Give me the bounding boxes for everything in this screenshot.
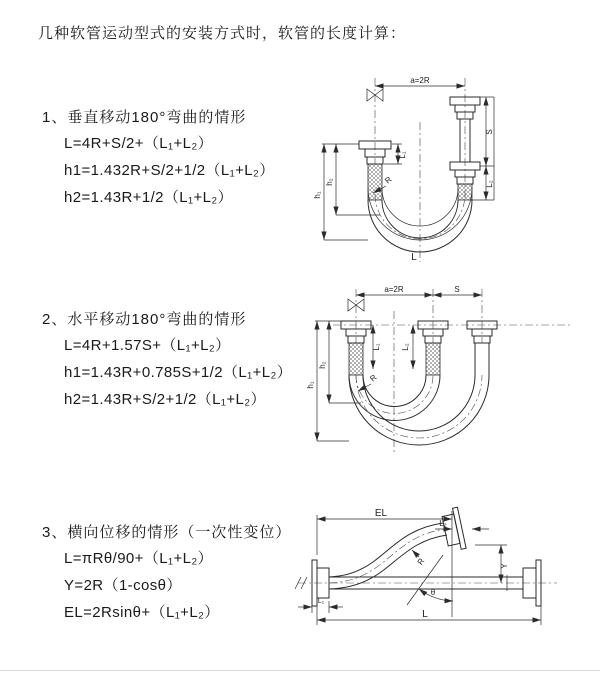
formula-line: h2=1.43R+S/2+1/2（L₁+L₂）	[64, 391, 266, 408]
dim-label-S: S	[454, 285, 460, 294]
formula-line: Y=2R（1-cosθ）	[64, 577, 182, 594]
formula-line: L=4R+1.57S+（L₁+L₂）	[64, 337, 231, 354]
dim-label-R: R	[415, 556, 427, 567]
dim-label-L2: L₂	[401, 343, 410, 351]
diagram-vertical-180-bend	[310, 70, 595, 265]
dim-label-L1: L₁	[317, 598, 325, 605]
dimension-a2R	[356, 285, 482, 295]
section-1-heading: 1、垂直移动180°弯曲的情形	[42, 109, 247, 126]
middle-flange-assembly	[418, 321, 448, 375]
dim-label-S: S	[485, 129, 494, 135]
formula-line: h2=1.43R+1/2（L₁+L₂）	[64, 189, 234, 206]
section-3-heading: 3、横向位移的情形（一次性变位）	[42, 524, 292, 541]
tilted-flange-assembly	[441, 507, 466, 552]
section-3	[42, 521, 291, 622]
section-2-heading: 2、水平移动180°弯曲的情形	[42, 311, 247, 328]
dim-label-L: L	[422, 609, 428, 620]
angle-theta-callout	[407, 555, 453, 605]
page-edge-divider	[0, 670, 600, 671]
formula-line: h1=1.432R+S/2+1/2（L₁+L₂）	[64, 162, 275, 179]
formula-line: L=πRθ/90+（L₁+L₂）	[64, 550, 213, 567]
dim-label-L2: L₂	[485, 180, 494, 188]
diagram-horizontal-180-bend	[303, 283, 595, 463]
page-title: 几种软管运动型式的安装方式时，软管的长度计算：	[38, 25, 407, 42]
dim-label-h2: h₂	[325, 178, 334, 186]
dimension-a2R	[375, 76, 465, 86]
dimension-L1-fitting	[298, 598, 343, 613]
dim-label-Y: Y	[500, 563, 509, 569]
hose-u-bends	[349, 372, 489, 445]
dimension-h1	[306, 321, 349, 441]
dim-label-a2R: a=2R	[410, 76, 430, 85]
right-flange-assembly	[467, 321, 497, 375]
dimension-EL	[317, 508, 452, 617]
dim-label-h1: h₁	[313, 191, 322, 199]
dim-label-L1: L₁	[398, 151, 407, 159]
dimension-L	[317, 606, 541, 625]
dim-label-a2R: a=2R	[384, 285, 404, 294]
dim-label-L2: L₂	[439, 519, 447, 528]
formula-line: h1=1.43R+0.785S+1/2（L₁+L₂）	[64, 364, 293, 381]
diagram-lateral-displacement	[295, 505, 595, 653]
dim-label-L1: L₁	[372, 343, 381, 351]
dim-label-theta: θ	[430, 588, 436, 597]
formula-line: EL=2Rsinθ+（L₁+L₂）	[64, 604, 220, 621]
dim-label-EL: EL	[374, 508, 388, 519]
dimension-L1-fitting	[372, 325, 381, 369]
dim-label-R: R	[383, 174, 394, 186]
dimension-L1-fitting	[384, 144, 407, 164]
section-2	[42, 308, 292, 409]
dim-label-R: R	[368, 372, 379, 384]
dim-label-L: L	[411, 252, 417, 263]
dim-label-h2: h₂	[318, 361, 327, 369]
formula-line: L=4R+S/2+（L₁+L₂）	[64, 135, 214, 152]
radius-callout	[412, 550, 426, 567]
left-flange-assembly	[341, 321, 371, 375]
dim-label-h1: h₁	[306, 381, 315, 389]
dimension-h1	[313, 144, 368, 240]
centerlines	[333, 289, 573, 455]
dimension-L2-fitting	[401, 325, 413, 369]
section-1	[42, 106, 275, 207]
